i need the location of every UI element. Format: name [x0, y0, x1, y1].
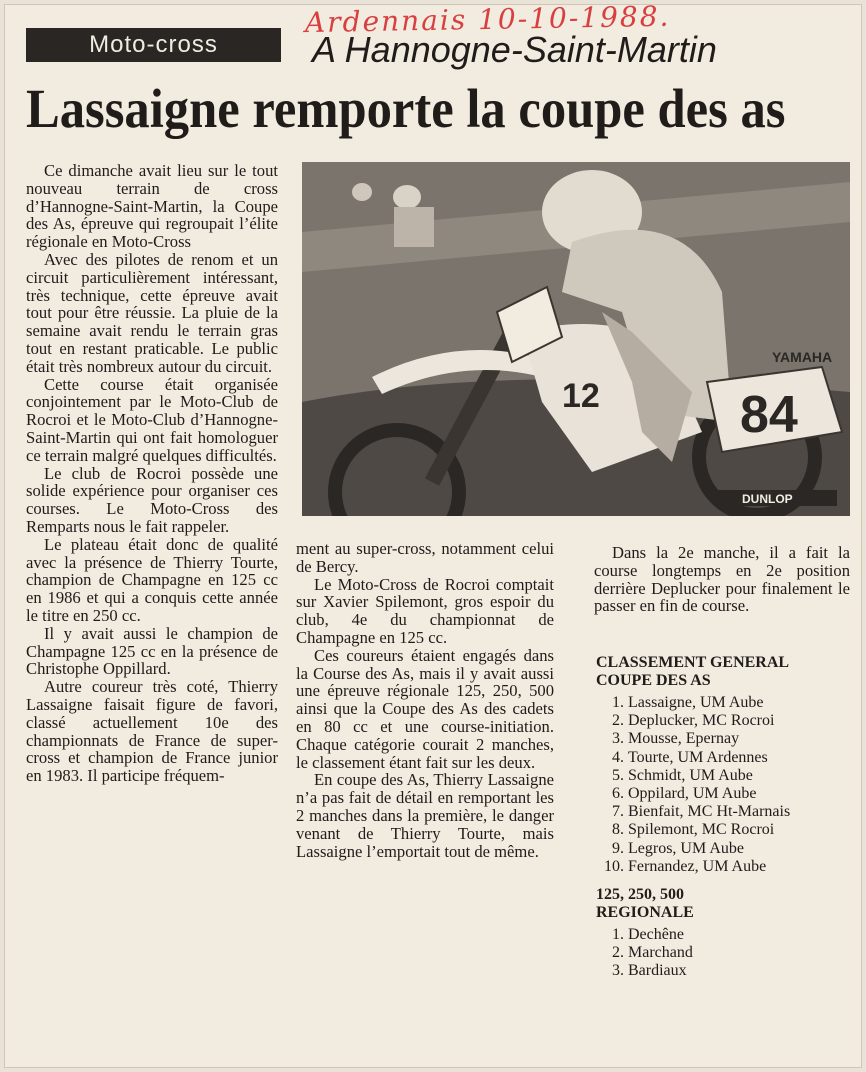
standings-name: Marchand: [628, 944, 693, 962]
fender-number: 12: [562, 377, 600, 415]
standings-row: [596, 803, 852, 821]
paragraph: Il y avait aussi le champion de Champagne 125 cc en la présence de Christophe Oppillard.: [26, 623, 278, 679]
standings-row: [596, 730, 852, 748]
paragraph: Dans la 2e manche, il a fait la course longtemps en 2e position derrière Deplucker pour finalement le passer en fin de course.: [594, 543, 850, 616]
standings-name: Spilemont, MC Rocroi: [628, 821, 775, 839]
standings-rank: 10.: [604, 857, 624, 875]
paragraph: Ce dimanche avait lieu sur le tout nouveau terrain de cross d’Hannogne-Saint-Martin, la Coupe des As, épreuve qui regroupait l’élite régionale en Moto-Cross: [26, 161, 278, 252]
paragraph: Cette course était organisée conjointement par le Moto-Club de Rocroi et le Moto-Club d’Hannogne-Saint-Martin qui ont fait homologuer ce terrain malgré quelques difficultés.: [26, 374, 278, 465]
standings-name: Legros, UM Aube: [628, 839, 744, 857]
photo-illustration: [302, 162, 850, 516]
standings-name: Schmidt, UM Aube: [628, 766, 753, 784]
number-plate: 84: [740, 386, 798, 444]
article-column-2: [296, 540, 554, 970]
motocross-rider-photo: [302, 162, 850, 516]
standings-name: Dechêne: [628, 926, 684, 944]
paragraph: Le club de Rocroi possède une solide expérience pour organiser ces courses. Le Moto-Cross des Remparts nous le fait rappeler.: [26, 463, 278, 536]
general-title-line-1: CLASSEMENT GENERAL: [596, 654, 790, 671]
standings-rank: 4.: [612, 748, 624, 766]
article-column-3: [594, 544, 850, 644]
paragraph: En coupe des As, Thierry Lassaigne n’a pas fait de détail en remportant les 2 manches dans la première, le danger venant de Thierry Tourte, mais Lassaigne l’emportait tout de même.: [296, 770, 554, 861]
paragraph: Ces coureurs étaient engagés dans la Course des As, mais il y avait aussi une épreuve régionale 125, 250, 500 ainsi que la Coupe des As des cadets en 80 cc et une course-initiation. Chaque catégorie courait 2 manches, le classement étant fait sur les deux.: [296, 645, 554, 772]
standings-name: Fernandez, UM Aube: [628, 857, 767, 875]
section-rubric: Moto-cross: [26, 28, 281, 62]
paragraph: Le plateau était donc de qualité avec la présence de Thierry Tourte, champion de Champagne en 125 cc en 1986 et qui a conquis cette année le titre en 250 cc.: [26, 534, 278, 625]
sponsor-label: DUNLOP: [742, 492, 793, 506]
standings-row: [596, 785, 852, 803]
standings-row: [596, 821, 852, 839]
article-column-1: [26, 162, 278, 972]
standings-row: [596, 694, 852, 712]
standings-rank: 1.: [612, 926, 624, 944]
general-classification-title: [596, 654, 852, 690]
standings-row: [596, 712, 852, 730]
regional-classification-title: [596, 886, 852, 922]
general-title-line-2: COUPE DES AS: [596, 672, 711, 689]
paragraph: ment au super-cross, notamment celui de Bercy.: [296, 539, 554, 576]
standings-name: Deplucker, MC Rocroi: [628, 712, 775, 730]
standings-rank: 5.: [612, 766, 624, 784]
standings-name: Mousse, Epernay: [628, 730, 740, 748]
standings-rank: 1.: [612, 694, 624, 711]
standings-name: Bienfait, MC Ht-Marnais: [628, 803, 791, 821]
paragraph: Autre coureur très coté, Thierry Lassaigne faisait figure de favori, classé actuellement 10e des championnats de France de super-cross et champion de France junior en 1983. Il participe fréquem-: [26, 677, 278, 786]
standings-rank: 6.: [612, 785, 624, 803]
standings-rank: 2.: [612, 712, 624, 730]
standings-rank: 8.: [612, 821, 624, 839]
standings-name: Lassaigne, UM Aube: [628, 694, 764, 711]
paragraph: Avec des pilotes de renom et un circuit particulièrement intéressant, très technique, cette épreuve avait tout pour être réussie. La pluie de la semaine avait rendu le terrain gras tout en restant praticable. Le public était très nombreux autour du circuit.: [26, 249, 278, 376]
regional-title-line-2: REGIONALE: [596, 904, 694, 922]
standings-rank: 3.: [612, 962, 624, 980]
standings-row: [596, 767, 852, 785]
location-subtitle: A Hannogne-Saint-Martin: [312, 29, 717, 70]
standings-row: [596, 944, 852, 962]
standings-name: Oppilard, UM Aube: [628, 785, 757, 803]
standings-row: [596, 962, 852, 980]
standings-name: Tourte, UM Ardennes: [628, 748, 768, 766]
standings-rank: 9.: [612, 839, 624, 857]
standings-rank: 7.: [612, 803, 624, 821]
general-classification-list: [596, 694, 852, 876]
regional-classification-list: [596, 926, 852, 981]
handwritten-date-note: Ardennais 10-10-1988.: [304, 0, 671, 40]
standings-name: Bardiaux: [628, 962, 687, 980]
standings-rank: 3.: [612, 730, 624, 748]
results-standings: [596, 654, 852, 984]
standings-row: [596, 749, 852, 767]
standings-row: [596, 926, 852, 944]
standings-row: [596, 840, 852, 858]
brand-label: YAMAHA: [772, 349, 833, 365]
regional-title-line-1: 125, 250, 500: [596, 886, 684, 904]
standings-rank: 2.: [612, 944, 624, 962]
paragraph: Le Moto-Cross de Rocroi comptait sur Xavier Spilemont, gros espoir du club, 4e du championnat de Champagne en 125 cc.: [296, 574, 554, 647]
article-headline: Lassaigne remporte la coupe des as: [26, 78, 786, 139]
standings-row: [596, 858, 852, 876]
